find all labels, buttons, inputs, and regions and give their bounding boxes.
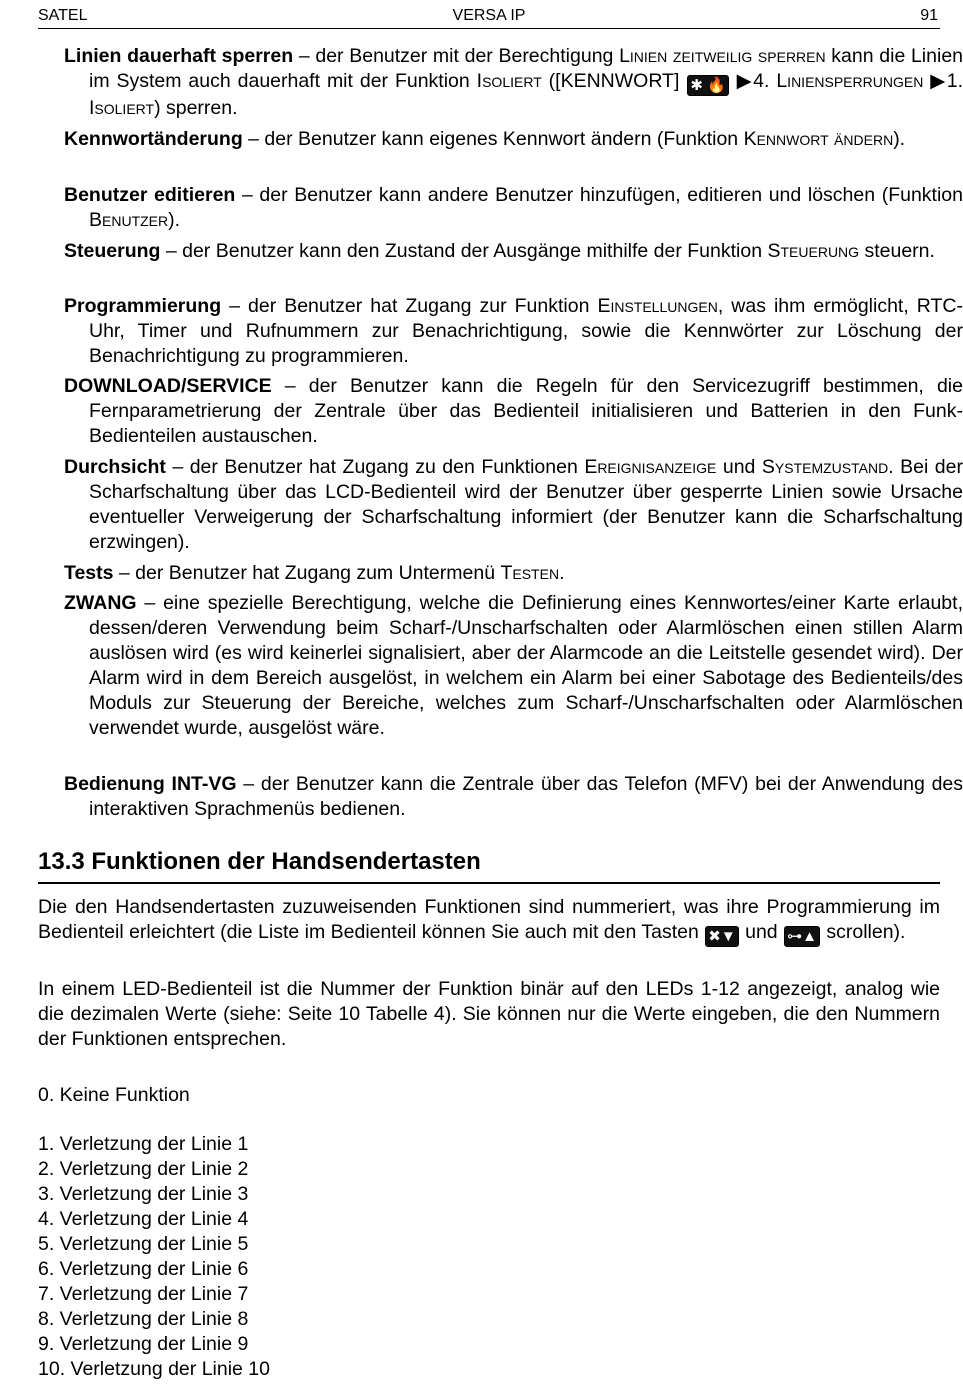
function-name: Einstellungen bbox=[597, 295, 718, 317]
list-item: 7. Verletzung der Linie 7 bbox=[38, 1283, 249, 1305]
list-item: 9. Verletzung der Linie 9 bbox=[38, 1333, 249, 1355]
permission-text: und bbox=[716, 456, 762, 478]
list-item: 6. Verletzung der Linie 6 bbox=[38, 1258, 249, 1280]
permission-term: Benutzer editieren bbox=[64, 184, 236, 206]
permission-term: Tests bbox=[64, 562, 114, 584]
list-item: 10. Verletzung der Linie 10 bbox=[38, 1358, 271, 1380]
function-name: Isoliert bbox=[89, 97, 155, 119]
permission-bedienung-int-vg bbox=[64, 772, 963, 822]
function-name: Ereignisanzeige bbox=[584, 456, 717, 478]
header-brand: SATEL bbox=[38, 7, 88, 24]
function-name: Benutzer bbox=[89, 209, 169, 231]
intro-paragraph bbox=[38, 895, 940, 947]
permission-text: ▶4. bbox=[729, 70, 777, 92]
function-name: Systemzustand bbox=[761, 456, 889, 478]
permission-term: ZWANG bbox=[64, 592, 137, 614]
permission-text: ). bbox=[893, 128, 906, 150]
permission-kennwortaenderung bbox=[64, 127, 963, 152]
permission-term: Linien dauerhaft sperren bbox=[64, 45, 294, 67]
permission-text: ). bbox=[168, 209, 181, 231]
function-name: Testen bbox=[500, 562, 560, 584]
function-name: Liniensperrungen bbox=[776, 70, 924, 92]
paragraph-text: scrollen). bbox=[820, 921, 906, 943]
section-heading bbox=[38, 846, 940, 884]
list-item: 3. Verletzung der Linie 3 bbox=[38, 1183, 249, 1205]
permission-text: – der Benutzer hat Zugang zur Funktion bbox=[221, 295, 598, 317]
function-name: Kennwort ändern bbox=[743, 128, 894, 150]
permission-tests bbox=[64, 561, 963, 586]
page-header bbox=[38, 6, 940, 29]
permission-term: Kennwortänderung bbox=[64, 128, 243, 150]
permission-text: – eine spezielle Berechtigung, welche die Definierung eines Kennwortes/einer Karte erlaubt, dessen/deren Verwendung beim Scharf-/Unscharfschalten oder Alarmlöschen einen stillen Alarm auslösen wird (es wird keinerlei signalisiert, aber der Alarmcode an die Leitstelle gesendet wird). Der Alarm wird in dem Bereich ausgelöst, in welchem ein Alarm bei einer Sabotage des Bedienteils/des Moduls zur Steuerung der Bereiche, welches zum Scharf-/Unscharfschalten oder Alarmlöschen verwendet wurde, ausgelöst wäre. bbox=[89, 592, 963, 739]
permission-durchsicht bbox=[64, 455, 963, 555]
permission-zwang bbox=[64, 591, 963, 741]
list-item: 0. Keine Funktion bbox=[38, 1084, 190, 1106]
list-item: 2. Verletzung der Linie 2 bbox=[38, 1158, 249, 1180]
permission-text: – der Benutzer kann die Regeln für den Servicezugriff bestimmen, die Fernparametrierung der Zentrale über das Bedienteil initialisieren und Batterien in den Funk-Bedienteilen austauschen. bbox=[89, 375, 963, 447]
permission-text: – der Benutzer hat Zugang zu den Funktionen bbox=[165, 456, 585, 478]
paragraph-text: Die den Handsendertasten zuzuweisenden Funktionen sind nummeriert, was ihre Programmierung im Bedienteil erleichtert (die Liste im Bedienteil können Sie auch mit den Tasten bbox=[38, 896, 940, 943]
function-list bbox=[38, 1132, 638, 1382]
permission-term: DOWNLOAD/SERVICE bbox=[64, 375, 272, 397]
permission-text: – der Benutzer kann andere Benutzer hinzufügen, editieren und löschen (Funktion bbox=[235, 184, 963, 206]
permission-download-service bbox=[64, 374, 963, 449]
function-name: Isoliert bbox=[476, 70, 542, 92]
page-number: 91 bbox=[920, 7, 938, 24]
permission-term: Bedienung INT-VG bbox=[64, 773, 237, 795]
section-title: 13.3 Funktionen der Handsendertasten bbox=[38, 848, 481, 875]
function-name: Steuerung bbox=[767, 240, 860, 262]
list-item: 1. Verletzung der Linie 1 bbox=[38, 1133, 249, 1155]
permission-benutzer-editieren bbox=[64, 183, 963, 233]
permission-term: Steuerung bbox=[64, 240, 161, 262]
no-function-item bbox=[38, 1083, 638, 1108]
list-item: 5. Verletzung der Linie 5 bbox=[38, 1233, 249, 1255]
permission-text: – der Benutzer hat Zugang zum Untermenü bbox=[113, 562, 501, 584]
header-product: VERSA IP bbox=[452, 7, 526, 24]
list-item: 4. Verletzung der Linie 4 bbox=[38, 1208, 249, 1230]
permission-term: Durchsicht bbox=[64, 456, 166, 478]
function-name: Linien zeitweilig sperren bbox=[619, 45, 826, 67]
paragraph-text: und bbox=[739, 921, 784, 943]
permission-text: steuern. bbox=[859, 240, 935, 262]
permission-text: ([KENNWORT] bbox=[541, 70, 687, 92]
permission-text: – der Benutzer kann eigenes Kennwort ändern (Funktion bbox=[242, 128, 744, 150]
permission-text: – der Benutzer kann die Zentrale über das Telefon (MFV) bei der Anwendung des interaktiven Sprachmenüs bedienen. bbox=[89, 773, 963, 820]
permission-text: kann die Linien im System auch dauerhaft mit der Funktion bbox=[89, 45, 963, 92]
led-paragraph: In einem LED-Bedienteil ist die Nummer der Funktion binär auf den LEDs 1-12 angezeigt, analog wie die dezimalen Werte (siehe: Seite 10 Tabelle 4). Sie können nur die Werte eingeben, die den Nummern der Funktionen entsprechen. bbox=[38, 978, 940, 1050]
list-item: 8. Verletzung der Linie 8 bbox=[38, 1308, 249, 1330]
permission-steuerung bbox=[64, 239, 963, 264]
star-fire-key-icon: ✱ 🔥 bbox=[687, 75, 728, 96]
permission-text: ) sperren. bbox=[154, 97, 238, 119]
permission-text: . Bei der Scharfschaltung über das LCD-Bedienteil wird der Benutzer über gesperrte Linien sowie Ursache eventueller Verweigerung der Scharfschaltung informiert (der Benutzer kann die Scharfschaltung erzwingen). bbox=[89, 456, 963, 553]
permission-term: Programmierung bbox=[64, 295, 222, 317]
permission-text: ▶1. bbox=[923, 70, 963, 92]
permission-programmierung bbox=[64, 294, 963, 369]
scroll-up-key-icon: ⊶▲ bbox=[784, 926, 820, 947]
scroll-down-key-icon: ✖▼ bbox=[705, 926, 738, 947]
permission-text: . bbox=[559, 562, 565, 584]
permission-linien-dauerhaft-sperren bbox=[64, 44, 963, 121]
permission-text: , was ihm ermöglicht, RTC-Uhr, Timer und Rufnummern zur Benachrichtigung, sowie die Kennwörter zur Löschung der Benachrichtigung zu programmieren. bbox=[89, 295, 963, 367]
permission-text: – der Benutzer kann den Zustand der Ausgänge mithilfe der Funktion bbox=[160, 240, 768, 262]
permission-text: – der Benutzer mit der Berechtigung bbox=[293, 45, 620, 67]
